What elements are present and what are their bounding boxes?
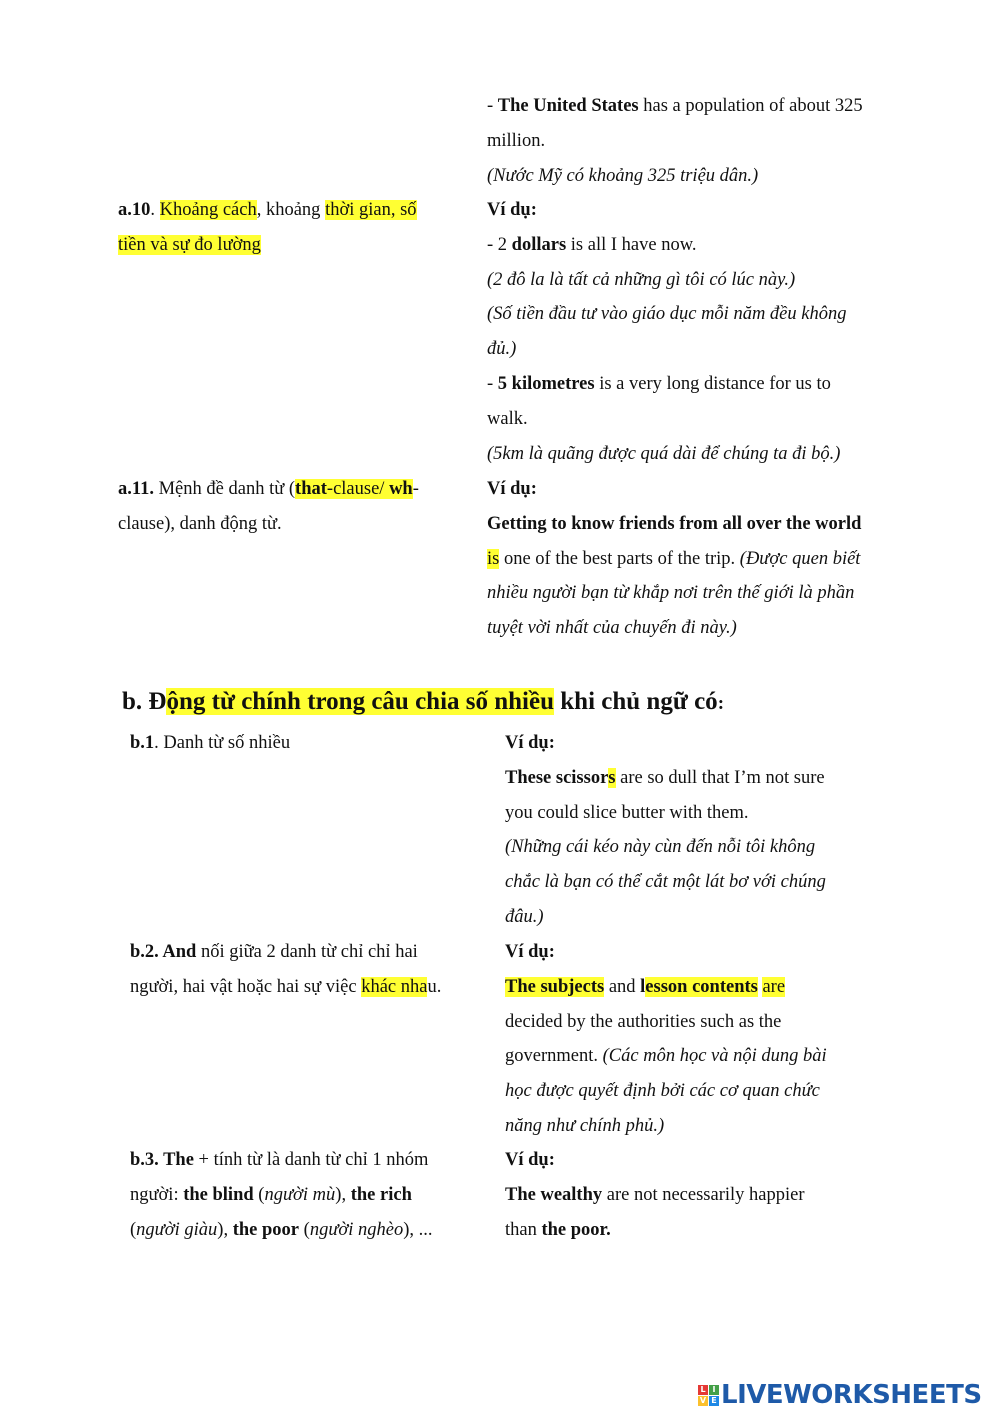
rule-text: người: (130, 1184, 184, 1205)
logo-block: E (709, 1396, 719, 1406)
term-translation: người nghèo (309, 1219, 404, 1240)
example-text: is a very long distance for us to (594, 373, 831, 394)
example-label: Ví dụ: (505, 942, 555, 962)
row-a11-example (487, 472, 861, 646)
term-translation: người giàu (136, 1219, 218, 1240)
example-text: and (604, 976, 641, 997)
logo-block: V (699, 1395, 707, 1405)
example-subject: The wealthy (505, 1184, 603, 1205)
example-translation: (Nước Mỹ có khoảng 325 triệu dân.) (487, 165, 759, 186)
highlight: wh (389, 479, 413, 499)
example-subject: the poor. (541, 1219, 611, 1240)
term: the poor (232, 1219, 300, 1240)
example-text: you could slice butter with them. (505, 802, 749, 823)
example-text: - 2 (487, 234, 512, 255)
heading-colon: : (717, 693, 725, 714)
example-translation: học được quyết định bởi các cơ quan chức (505, 1081, 820, 1102)
example-translation: nhiều người bạn từ khắp nơi trên thế giới là phần (487, 583, 855, 604)
logo-text: LIVEWORKSHEETS (721, 1380, 982, 1410)
example-translation: (2 đô la là tất cả những gì tôi có lúc này.) (487, 269, 796, 290)
example-label: Ví dụ: (505, 733, 555, 753)
term-translation: người mù (264, 1184, 336, 1205)
example-subject: l (640, 976, 646, 997)
example-text: are not necessarily happier (602, 1184, 805, 1205)
highlight: esson contents (645, 976, 758, 997)
rule-number: a.10 (118, 200, 151, 220)
example-text: decided by the authorities such as the (505, 1011, 782, 1032)
logo-block: L (698, 1385, 708, 1395)
highlight: The subjects (505, 976, 605, 997)
example-text: walk. (487, 408, 528, 429)
example-text: are so dull that I’m not sure (615, 767, 825, 788)
heading-text: khi chủ ngữ có (554, 688, 718, 715)
term: the blind (183, 1184, 254, 1205)
section-heading-b (122, 684, 724, 722)
example-text: than (505, 1219, 542, 1240)
punct: ( (130, 1219, 137, 1240)
example-text: - (487, 373, 498, 394)
rule-number: b.2. And (130, 942, 197, 962)
highlight: s (608, 767, 616, 788)
logo-blocks-icon (698, 1385, 719, 1406)
example-translation: đủ.) (487, 339, 517, 360)
row-b3-example (505, 1143, 805, 1247)
logo-block: I (709, 1385, 719, 1395)
example-subject: These scissor (505, 767, 609, 788)
example-translation: năng như chính phủ.) (505, 1115, 665, 1136)
highlight: thời gian, số (325, 200, 417, 220)
example-translation: tuyệt vời nhất của chuyến đi này.) (487, 618, 737, 639)
example-translation: (Các môn học và nội dung bài (602, 1046, 827, 1067)
example-label: Ví dụ: (487, 479, 537, 499)
rule-text: clause), danh động từ. (118, 513, 282, 534)
punct: ), (335, 1184, 351, 1205)
example-label: Ví dụ: (487, 200, 537, 220)
punct: ( (299, 1219, 310, 1240)
heading-text: b. Đ (122, 688, 167, 715)
example-subject: 5 kilometres (497, 373, 595, 394)
example-translation: (5km là quãng được quá dài để chúng ta đi bộ.) (487, 443, 841, 464)
highlight: that (295, 479, 327, 499)
example-translation: (Những cái kéo này cùn đến nỗi tôi không (505, 837, 816, 858)
highlight: tiền và sự đo lường (118, 234, 261, 255)
example-translation: đâu.) (505, 906, 544, 927)
example-text: has a population of about 325 (638, 96, 863, 116)
example-text: million. (487, 130, 546, 151)
row-b2-rule (130, 935, 441, 1005)
row-b3-rule (130, 1143, 433, 1247)
example-subject: Getting to know friends from all over the world (487, 513, 862, 534)
rule-text: , khoảng (256, 200, 326, 220)
dash: - (487, 96, 498, 116)
row-a9-example (487, 89, 863, 193)
example-translation: chắc là bạn có thể cắt một lát bơ với chúng (505, 872, 826, 893)
punct: . (150, 200, 160, 220)
highlight: khác nha (361, 976, 428, 997)
example-translation: (Số tiền đầu tư vào giáo dục mỗi năm đều không (487, 304, 847, 325)
rule-text: + tính từ là danh từ chỉ 1 nhóm (193, 1150, 429, 1170)
highlight: -clause/ (326, 479, 390, 499)
rule-number: b.3. The (130, 1150, 194, 1170)
highlight: is (487, 548, 500, 569)
punct: ), ... (403, 1219, 433, 1240)
example-subject: dollars (511, 234, 567, 255)
punct: ), (217, 1219, 233, 1240)
example-subject: The United States (497, 96, 639, 116)
highlight: are (762, 976, 786, 997)
example-text: one of the best parts of the trip. (499, 548, 740, 569)
example-label: Ví dụ: (505, 1150, 555, 1170)
rule-number: b.1 (130, 733, 155, 753)
example-translation: (Được quen biết (739, 548, 861, 569)
punct: ( (253, 1184, 265, 1205)
row-a11-rule (118, 472, 419, 542)
highlight: ộng từ chính trong câu chia số nhiều (166, 688, 555, 715)
highlight: Khoảng cách (159, 200, 257, 220)
example-text: is all I have now. (566, 234, 697, 255)
rule-text: Mệnh đề danh từ ( (153, 479, 296, 499)
rule-text: - (412, 479, 419, 499)
rule-number: a.11. (118, 479, 154, 499)
rule-text: người, hai vật hoặc hai sự việc (130, 976, 362, 997)
row-a10-rule (118, 193, 417, 263)
row-b1-example (505, 726, 826, 935)
row-b1-rule (130, 726, 290, 761)
rule-text: nối giữa 2 danh từ chỉ chỉ hai (196, 942, 418, 962)
liveworksheets-logo (698, 1378, 982, 1412)
rule-text: u. (427, 976, 442, 997)
term: the rich (350, 1184, 412, 1205)
row-a10-example (487, 193, 846, 471)
rule-text: . Danh từ số nhiều (154, 733, 291, 753)
example-text: government. (505, 1046, 603, 1067)
row-b2-example (505, 935, 827, 1144)
